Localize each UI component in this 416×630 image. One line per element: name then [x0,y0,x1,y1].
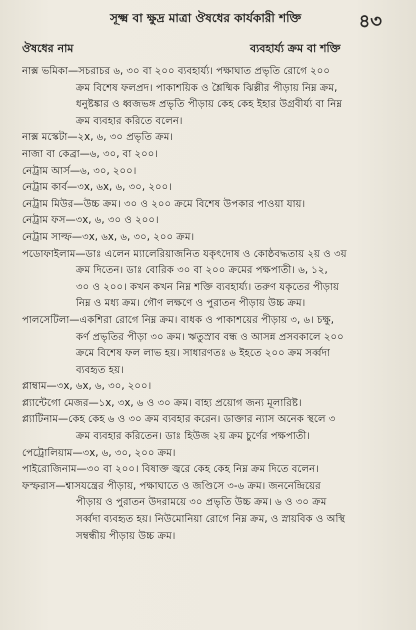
medicine-entry [22,446,392,463]
medicine-entry [22,64,392,130]
entry-first-line: নেট্রাম কার্ব—৩x, ৬x, ৬, ৩০, ২০০। [22,182,172,194]
entry-first-line: প্ল্যান্টেগো মেজর—১x, ৩x, ৬ ও ৩০ ক্রম। বাহ্য প্রয়োগ জন্য মূলারিষ্ট। [22,397,302,409]
medicine-entry [22,180,392,197]
medicine-entry [22,379,392,396]
entry-continuation-line: ধনুষ্টঙ্কার ও ধ্বজভঙ্গ প্রভৃতি পীড়ায় কেহ কেহ ইহার উগ্রবীর্য্য বা নিম্ন [76,99,343,111]
medicine-list [22,64,392,545]
entry-continuation-line: নিম্ন ও মধ্য ক্রম। গৌণ লক্ষণে ও পুরাতন পীড়ায় উচ্চ ক্রম। [76,298,306,310]
entry-first-line: নেট্রাম মিউর—উচ্চ ক্রম। ৩০ ও ২০০ ক্রমে বিশেষ উপকার পাওয়া যায়। [22,198,306,210]
entry-first-line: নাক্স মস্কেটা—২x, ৬, ৩০ প্রভৃতি ক্রম। [22,132,174,144]
medicine-entry [22,479,392,545]
entry-first-line: পডোফাইলাম—ডাঃ এলেন ম্যালেরিয়াজনিত যকৃৎদোষ ও কোষ্ঠবদ্ধতায় ২য় ও ৩য় [22,248,347,260]
entry-first-line: পাইরোজিনাম—৩০ বা ২০০। বিষাক্ত জ্বরে কেহ কেহ নিম্ন ক্রম দিতে বলেন। [22,464,319,476]
entry-first-line: প্লাম্বাম—৩x, ৬x, ৬, ৩০, ২০০। [22,381,152,393]
medicine-entry [22,313,392,379]
column-heading-potency: ব্যবহার্য্য ক্রম বা শক্তি [250,42,341,55]
entry-first-line: নাক্স ভমিকা—সচরাচর ৬, ৩০ বা ২০০ ব্যবহার্য্য। পক্ষাঘাত প্রভৃতি রোগে ২০০ [22,66,330,77]
medicine-entry [22,412,392,445]
medicine-entry [22,147,392,164]
entry-first-line: নেট্রাম আর্স—৬, ৩০, ২০০। [22,165,137,177]
entry-continuation-line: ক্রম বিশেষ ফলপ্রদ। পাকাশয়িক ও শ্লৈষ্মিক ঝিল্লীর পীড়ায় নিম্ন ক্রম, [76,82,338,94]
entry-continuation-line: ক্রম ব্যবহার করিতেন। ডাঃ হিউজ ২য় ক্রম চুর্ণের পক্ষপাতী। [76,431,310,443]
medicine-entry [22,164,392,181]
medicine-entry [22,197,392,214]
entry-first-line: পেট্রোলিয়াম—৩x, ৬, ৩০, ২০০ ক্রম। [22,447,176,459]
medicine-entry [22,396,392,413]
entry-continuation-line: পীড়ায় ও পুরাতন উদরাময়ে ৩০ প্রভৃতি উচ্চ ক্রম। ৬ ও ৩০ ক্রম [76,497,327,509]
entry-first-line: পালসেটিলা—একশিরা রোগে নিম্ন ক্রম। বাধক ও পাকাশয়ের পীড়ায় ৩, ৬। চক্ষু, [22,314,334,326]
column-heading-medicine: ঔষধের নাম [22,42,74,55]
medicine-entry [22,247,392,313]
running-title: সূক্ষ্ম বা ক্ষুদ্র মাত্রা ঔষধের কার্যকারী শক্তি [110,11,302,25]
entry-continuation-line: সম্বন্ধীয় পীড়ায় উচ্চ ক্রম। [76,530,176,542]
entry-first-line: নেট্রাম সাল্ফ—৩x, ৬x, ৬, ৩০, ২০০ ক্রম। [22,231,195,243]
entry-first-line: নাজা বা কেব্রা—৬, ৩০, বা ২০০। [22,148,159,160]
entry-first-line: ফস্ফরাস—শ্বাসযন্ত্রের পীড়ায়, পক্ষাঘাতে ও জণ্ডিসে ৩-৬ ক্রম। জননেন্দ্রিয়ের [22,480,321,492]
medicine-entry [22,130,392,147]
entry-continuation-line: সর্ব্বদা ব্যবহৃত হয়। নিউমোনিয়া রোগে নিম্ন ক্রম, ও স্নায়বিক ও অস্থি [76,514,346,526]
entry-first-line: নেট্রাম ফস—৩x, ৬, ৩০ ও ২০০। [22,215,159,227]
entry-continuation-line: ক্রম ব্যবহার করিতে বলেন। [76,115,183,127]
entry-continuation-line: ক্রমে বিশেষ ফল লাভ হয়। সাধারণতঃ ৬ ইহতে ২০০ ক্রম সর্ব্বদা [76,348,330,360]
entry-continuation-line: ৩০ ও ২০০। কখন কখন নিম্ন শক্তি ব্যবহার্য্য। তরুণ যকৃতের পীড়ায় [76,281,339,293]
medicine-entry [22,462,392,479]
entry-first-line: প্ল্যাটিনাম—কেহ কেহ ৬ ও ৩০ ক্রম ব্যবহার করেন। ডাক্তার ন্যাস অনেক স্থলে ৩ [22,414,336,426]
medicine-entry [22,230,392,247]
column-headings [0,40,416,60]
entry-continuation-line: ক্রম দিতেন। ডাঃ বোরিক ৩০ বা ২০০ ক্রমের পক্ষপাতী। ৬, ১২, [76,265,328,277]
medicine-entry [22,213,392,230]
entry-continuation-line: ব্যবহৃত হয়। [76,364,124,376]
entry-continuation-line: কর্ণ প্রভৃতির পীড়া ৩০ ক্রম। ঋতুস্রাব বন্ধ ও আসন্ন প্রসবকালে ২০০ [76,331,344,343]
page-header [0,10,416,36]
page-number: ৪৩ [358,11,382,32]
